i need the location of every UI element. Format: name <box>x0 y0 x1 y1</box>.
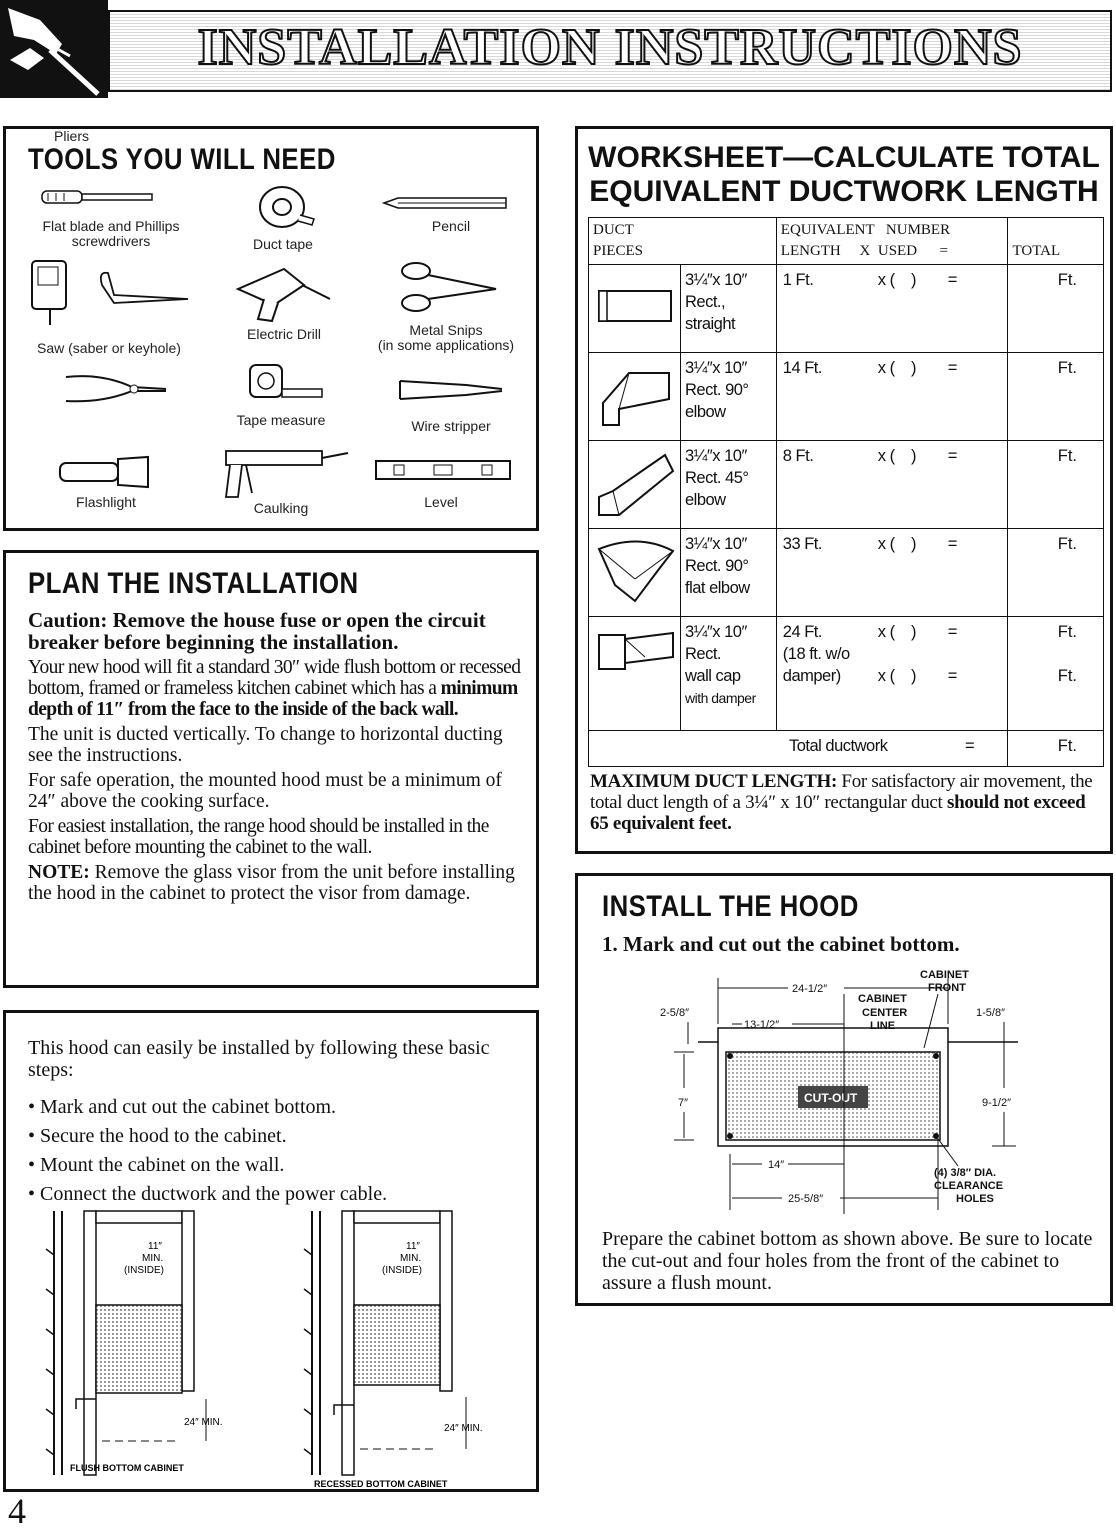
tool-label-saw: Saw (saber or keyhole) <box>37 340 181 356</box>
recessed-bottom-diagram <box>294 1209 524 1489</box>
svg-text:CLEARANCE: CLEARANCE <box>934 1180 1004 1192</box>
pencil-icon <box>382 195 512 211</box>
plan-paragraph-2: The unit is ducted vertically. To change to horizontal ducting see the instructions. <box>28 724 503 766</box>
tool-label-screwdrivers: Flat blade and Phillips screwdrivers <box>42 218 180 249</box>
page-header <box>0 0 1116 98</box>
flush-bottom-diagram <box>36 1209 256 1479</box>
wall-cap-icon <box>589 617 679 697</box>
plan-paragraph-3: For safe operation, the mounted hood must be a minimum of 24″ above the cooking surface. <box>28 770 502 812</box>
screwdriver-icon <box>40 183 160 211</box>
svg-text:24″ MIN.: 24″ MIN. <box>184 1417 223 1428</box>
tool-label-flashlight: Flashlight <box>76 494 136 510</box>
list-item: • Secure the hood to the cabinet. <box>28 1122 387 1151</box>
tool-label-tape-measure: Tape measure <box>236 412 326 428</box>
svg-text:MIN.: MIN. <box>400 1253 422 1264</box>
svg-text:1-5/8″: 1-5/8″ <box>976 1007 1005 1019</box>
svg-text:2-5/8″: 2-5/8″ <box>660 1007 689 1019</box>
steps-intro: This hood can easily be installed by following these basic steps: <box>28 1037 490 1081</box>
table-header-row: DUCT PIECES EQUIVALENT NUMBER LENGTH X USED = TOTAL <box>589 218 1104 265</box>
plan-paragraph-1: Your new hood will fit a standard 30″ wide flush bottom or recessed bottom, framed or frameless kitchen cabinet which has a minimum depth of 11″ from the face to the inside of the back wall. <box>28 657 521 720</box>
svg-text:11″: 11″ <box>406 1241 420 1252</box>
svg-text:HOLES: HOLES <box>956 1193 994 1205</box>
page-number: 4 <box>8 1491 26 1528</box>
list-item: • Mark and cut out the cabinet bottom. <box>28 1093 387 1122</box>
table-row: 3¼″x 10″ Rect. 45° elbow 8 Ft. x ( ) = Ft. <box>589 441 1104 529</box>
total-row: Total ductwork = Ft. <box>589 731 1104 767</box>
install-section <box>575 873 1113 1306</box>
metal-snips-icon <box>396 259 506 315</box>
tool-label-duct-tape: Duct tape <box>253 236 313 252</box>
svg-text:CUT-OUT: CUT-OUT <box>804 1091 858 1105</box>
duct-tape-icon <box>256 185 316 229</box>
ductwork-table <box>588 217 1104 767</box>
svg-text:CABINET: CABINET <box>858 993 907 1005</box>
svg-text:24-1/2″: 24-1/2″ <box>792 983 828 995</box>
tool-label-drill: Electric Drill <box>247 326 321 342</box>
svg-text:14″: 14″ <box>768 1159 785 1171</box>
svg-text:7″: 7″ <box>678 1097 689 1109</box>
plan-title: PLAN THE INSTALLATION <box>28 567 359 600</box>
cutout-diagram <box>648 964 1068 1218</box>
steps-section <box>3 1010 539 1492</box>
level-icon <box>374 457 514 485</box>
worksheet-section <box>575 126 1113 854</box>
svg-text:FLUSH BOTTOM CABINET: FLUSH BOTTOM CABINET <box>70 1463 184 1473</box>
elbow-90-icon <box>589 353 679 435</box>
table-row: 3¼″x 10″ Rect. 90° flat elbow 33 Ft. x ( ) = Ft. <box>589 529 1104 617</box>
svg-text:(INSIDE): (INSIDE) <box>382 1265 422 1276</box>
tool-label-pencil: Pencil <box>431 218 471 234</box>
svg-text:MIN.: MIN. <box>142 1253 164 1264</box>
svg-text:CENTER: CENTER <box>862 1007 908 1019</box>
pliers-icon <box>62 369 172 409</box>
svg-text:CABINET: CABINET <box>920 969 969 981</box>
tools-title: TOOLS YOU WILL NEED <box>28 143 336 176</box>
svg-text:11″: 11″ <box>148 1241 162 1252</box>
svg-text:25-5/8″: 25-5/8″ <box>788 1193 824 1205</box>
tools-section <box>3 126 539 531</box>
steps-list <box>28 1093 387 1209</box>
installer-hand-icon <box>0 0 108 98</box>
tool-label-caulking: Caulking <box>253 500 309 516</box>
svg-text:24″ MIN.: 24″ MIN. <box>444 1423 483 1434</box>
worksheet-title: WORKSHEET—CALCULATE TOTAL EQUIVALENT DUCTWORK LENGTH <box>588 141 1100 208</box>
install-step-1: 1. Mark and cut out the cabinet bottom. <box>602 932 960 956</box>
page-title: INSTALLATION INSTRUCTIONS <box>197 19 1023 76</box>
svg-text:FRONT: FRONT <box>928 982 966 994</box>
svg-text:LINE: LINE <box>870 1020 896 1032</box>
svg-text:RECESSED BOTTOM CABINET: RECESSED BOTTOM CABINET <box>314 1479 448 1489</box>
tool-label-pliers: Pliers <box>54 128 90 144</box>
svg-text:9-1/2″: 9-1/2″ <box>982 1097 1011 1109</box>
max-duct-length-note: MAXIMUM DUCT LENGTH: For satisfactory air movement, the total duct length of a 3¼″ x 10″ rectangular duct should not exceed 65 equivalent feet. <box>590 771 1093 834</box>
table-row: 3¼″x 10″ Rect. 90° elbow 14 Ft. x ( ) = Ft. <box>589 353 1104 441</box>
plan-note: NOTE: Remove the glass visor from the unit before installing the hood in the cabinet to protect the visor from damage. <box>28 862 515 904</box>
tool-label-level: Level <box>424 494 458 510</box>
table-row: 3¼″x 10″ Rect. wall cap with damper 24 Ft. x ( ) = (18 ft. w/o damper) x ( ) = Ft. Ft. <box>589 617 1104 731</box>
flat-elbow-icon <box>589 529 679 611</box>
header-band <box>108 10 1112 92</box>
saw-icon <box>28 255 198 327</box>
flashlight-icon <box>56 455 156 489</box>
svg-text:(4) 3/8″ DIA.: (4) 3/8″ DIA. <box>934 1167 997 1179</box>
prepare-text: Prepare the cabinet bottom as shown above. Be sure to locate the cut-out and four holes from the front of the cabinet to assure a flush mount. <box>602 1228 1093 1294</box>
elbow-45-icon <box>589 441 679 523</box>
plan-content <box>28 609 528 908</box>
electric-drill-icon <box>234 259 334 323</box>
svg-text:13-1/2″: 13-1/2″ <box>744 1019 780 1031</box>
list-item: • Connect the ductwork and the power cable. <box>28 1180 387 1209</box>
svg-text:(INSIDE): (INSIDE) <box>124 1265 164 1276</box>
caulking-gun-icon <box>212 445 352 501</box>
tape-measure-icon <box>246 361 326 403</box>
caution-text: Caution: Remove the house fuse or open the circuit breaker before beginning the installation. <box>28 608 486 654</box>
tool-label-snips: Metal Snips (in some applications) <box>377 322 515 353</box>
tool-label-wire-stripper: Wire stripper <box>411 418 491 434</box>
install-title: INSTALL THE HOOD <box>602 890 859 923</box>
plan-section <box>3 550 539 988</box>
wire-stripper-icon <box>396 375 506 405</box>
plan-paragraph-4: For easiest installation, the range hood should be installed in the cabinet before mounting the cabinet to the wall. <box>28 816 489 858</box>
list-item: • Mount the cabinet on the wall. <box>28 1151 387 1180</box>
table-row: 3¼″x 10″ Rect., straight 1 Ft. x ( ) = Ft. <box>589 265 1104 353</box>
straight-duct-icon <box>589 265 679 347</box>
